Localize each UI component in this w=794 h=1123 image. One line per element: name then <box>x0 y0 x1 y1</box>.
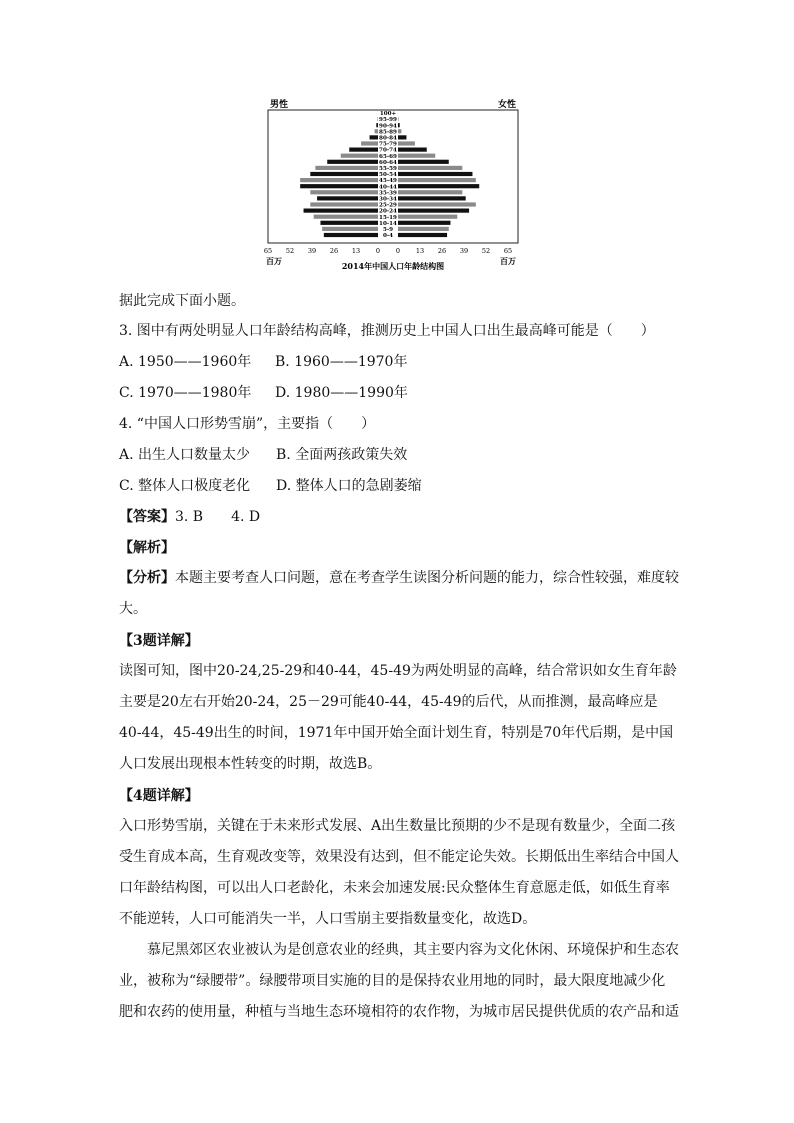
fenxi-text: 本题主要考查人口问题，意在考查学生读图分析问题的能力，综合性较强，难度较大。 <box>119 570 679 617</box>
chart-title: 2014年中国人口年龄结构图 <box>341 261 445 270</box>
q4-detail-text: 入口形势雪崩，关键在于未来形式发展、A出生数量比预期的少不是现有数量少，全面二孩受生育成本高，生育观改变等，效果没有达到，但不能定论失效。长期低出生率结合中国人口年龄结构图，可以出人口老龄化，未来会加速发展:民众整体生育意愿走低，如低生育率不能逆转，人口可能消失一半，人口雪崩主要指数量变化，故选D。 <box>119 818 679 927</box>
male-bar-90-94 <box>376 123 378 127</box>
answer-line <box>119 507 260 527</box>
female-bar-95-99 <box>398 117 399 121</box>
female-bar-60-64 <box>398 160 449 164</box>
female-bar-25-29 <box>398 202 476 206</box>
female-bar-40-44 <box>398 184 479 188</box>
intro-text: 据此完成下面小题。 <box>119 293 245 309</box>
q4-detail-tag: 【4题详解】 <box>119 788 199 804</box>
male-bar-60-64 <box>327 160 378 164</box>
male-bar-85-89 <box>375 129 378 133</box>
male-bar-65-69 <box>341 154 378 158</box>
age-label-65-69: 65-69 <box>379 153 397 160</box>
age-label-15-19: 15-19 <box>379 214 397 221</box>
x-tick-right-65: 65 <box>503 247 513 255</box>
age-label-30-34: 30-34 <box>379 196 397 203</box>
age-label-5-9: 5-9 <box>382 227 394 233</box>
q3-detail-text: 读图可知，图中20-24,25-29和40-44，45-49为两处明显的高峰，结合常识如女生育年龄主要是20左右开始20-24，25－29可能40-44，45-49的后代，从而推测，最高峰应是40-44，45-49出生的时间，1971年中国开始全面计划生育，特别是70年代后期，是中国人口发展出现根本性转变的时期，故选B。 <box>119 663 677 772</box>
age-label-80-84: 80-84 <box>379 135 397 142</box>
female-bar-50-54 <box>398 172 472 176</box>
q3-options-row2 <box>119 383 408 403</box>
male-bar-50-54 <box>310 172 378 176</box>
female-bar-75-79 <box>398 141 415 145</box>
x-tick-left-39: 39 <box>307 247 317 255</box>
female-bar-90-94 <box>398 123 400 127</box>
analysis-tag: 【解析】 <box>119 540 175 556</box>
age-label-55-59: 55-59 <box>379 166 397 172</box>
q4-option-d: D. 整体人口的急剧萎缩 <box>276 478 422 494</box>
age-label-75-79: 75-79 <box>379 141 397 148</box>
male-bar-95-99 <box>377 117 378 121</box>
age-label-10-14: 10-14 <box>379 220 397 227</box>
x-tick-left-26: 26 <box>329 247 339 255</box>
female-label: 女性 <box>498 100 517 110</box>
q3-option-c: C. 1970——1980年 <box>119 385 252 401</box>
x-tick-left-13: 13 <box>351 247 361 255</box>
fenxi-tag: 【分析】 <box>119 570 175 586</box>
male-bar-45-49 <box>300 178 378 182</box>
q3-options-row1 <box>119 352 407 372</box>
q3-detail-tag: 【3题详解】 <box>119 633 199 649</box>
q4-option-b: B. 全面两孩政策失效 <box>276 447 408 463</box>
unit-left: 百万 <box>266 256 282 266</box>
q3-option-a: A. 1950——1960年 <box>119 354 252 370</box>
x-tick-right-26: 26 <box>437 247 447 255</box>
female-bar-5-9 <box>398 227 449 231</box>
female-bar-30-34 <box>398 196 466 200</box>
q4-options-row2 <box>119 476 422 496</box>
population-pyramid-figure <box>262 98 524 270</box>
age-label-50-54: 50-54 <box>379 172 397 179</box>
age-label-100+: 100+ <box>379 111 397 118</box>
unit-right: 百万 <box>500 256 516 266</box>
answer-tag: 【答案】 <box>119 509 175 525</box>
x-tick-left-65: 65 <box>263 247 273 255</box>
female-bar-20-24 <box>398 209 469 213</box>
q3-option-b: B. 1960——1970年 <box>275 354 408 370</box>
male-bar-10-14 <box>320 221 378 225</box>
female-bar-85-89 <box>398 129 401 133</box>
male-bar-25-29 <box>310 202 378 206</box>
male-bar-70-74 <box>349 148 378 152</box>
age-label-70-74: 70-74 <box>379 147 397 154</box>
male-bar-30-34 <box>317 196 378 200</box>
question-3: 3. 图中有两处明显人口年龄结构高峰，推测历史上中国人口出生最高峰可能是（ ） <box>119 323 655 339</box>
next-paragraph: 慕尼黑郊区农业被认为是创意农业的经典，其主要内容为文化休闲、环境保护和生态农业，被称为“绿腰带”。绿腰带项目实施的目的是保持农业用地的同时，最大限度地减少化肥和农药的使用量，种植与当地生态环境相符的农作物，为城市居民提供优质的农产品和适 <box>119 942 679 1020</box>
male-bar-15-19 <box>314 215 378 219</box>
age-label-20-24: 20-24 <box>379 208 397 215</box>
question-4: 4. “中国人口形势雪崩”，主要指（ ） <box>119 416 376 432</box>
age-label-0-4: 0-4 <box>382 233 394 240</box>
age-label-40-44: 40-44 <box>379 184 397 191</box>
age-label-60-64: 60-64 <box>379 159 397 166</box>
fenxi-paragraph <box>119 563 679 625</box>
female-bar-45-49 <box>398 178 476 182</box>
age-label-85-89: 85-89 <box>379 129 397 136</box>
female-bar-65-69 <box>398 154 435 158</box>
age-label-90-94: 90-94 <box>379 123 397 130</box>
q3-option-d: D. 1980——1990年 <box>275 385 408 401</box>
x-tick-right-13: 13 <box>415 247 425 255</box>
x-tick-left-0: 0 <box>375 247 381 255</box>
age-label-45-49: 45-49 <box>379 178 397 185</box>
female-bar-55-59 <box>398 166 462 170</box>
male-bar-0-4 <box>324 233 378 237</box>
x-tick-right-0: 0 <box>395 247 401 255</box>
answer-text: 3. B 4. D <box>175 509 261 525</box>
male-bar-5-9 <box>322 227 378 231</box>
age-label-35-39: 35-39 <box>379 190 397 197</box>
age-label-95-99: 95-99 <box>379 117 397 124</box>
male-bar-35-39 <box>310 190 378 194</box>
female-bar-35-39 <box>398 190 462 194</box>
male-label: 男性 <box>270 100 289 110</box>
x-tick-left-52: 52 <box>285 247 295 255</box>
male-bar-55-59 <box>315 166 378 170</box>
male-bar-75-79 <box>361 141 378 145</box>
female-bar-15-19 <box>398 215 457 219</box>
female-bar-80-84 <box>398 135 406 139</box>
male-bar-80-84 <box>370 135 378 139</box>
q4-option-c: C. 整体人口极度老化 <box>119 478 251 494</box>
female-bar-70-74 <box>398 148 427 152</box>
male-bar-20-24 <box>304 209 378 213</box>
male-bar-40-44 <box>300 184 378 188</box>
q4-option-a: A. 出生人口数量太少 <box>119 447 251 463</box>
x-tick-right-39: 39 <box>459 247 469 255</box>
x-tick-right-52: 52 <box>481 247 491 255</box>
age-label-25-29: 25-29 <box>379 202 397 209</box>
female-bar-0-4 <box>398 233 447 237</box>
q4-options-row1 <box>119 445 407 465</box>
female-bar-10-14 <box>398 221 450 225</box>
